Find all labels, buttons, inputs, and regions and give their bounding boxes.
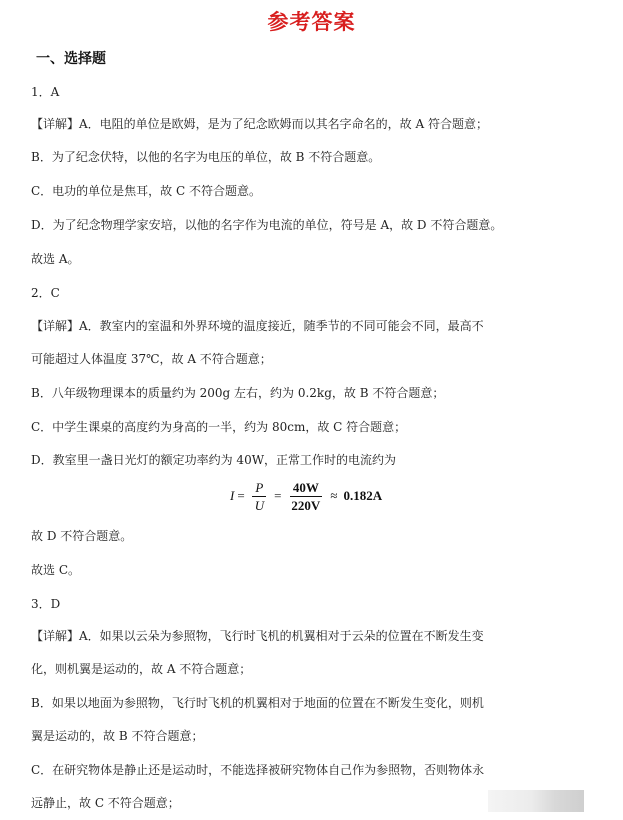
formula-den-220v: 220V bbox=[291, 497, 321, 513]
watermark-blur bbox=[488, 790, 584, 812]
q2-explanation-b: B．八年级物理课本的质量约为 200g 左右，约为 0.2kg，故 B 不符合题意； bbox=[31, 386, 445, 400]
formula-num-p: P bbox=[252, 479, 266, 497]
q2-conclusion: 故选 C。 bbox=[31, 563, 80, 577]
question-3-answer: 3．D bbox=[31, 597, 61, 611]
formula-fraction-symbols bbox=[252, 479, 267, 514]
q1-explanation-c: C．电功的单位是焦耳，故 C 不符合题意。 bbox=[31, 184, 261, 198]
q2-explanation-a: 【详解】A．教室内的室温和外界环境的温度接近，随季节的不同可能会不同，最高不 bbox=[31, 319, 484, 333]
formula-lhs: I bbox=[230, 488, 235, 503]
q3-explanation-c: C．在研究物体是静止还是运动时，不能选择被研究物体自己作为参照物，否则物体永 bbox=[31, 763, 485, 777]
current-formula bbox=[230, 474, 382, 518]
q3-explanation-a-cont: 化，则机翼是运动的，故 A 不符合题意； bbox=[31, 662, 252, 676]
q2-explanation-d: D．教室里一盏日光灯的额定功率约为 40W，正常工作时的电流约为 bbox=[31, 453, 397, 467]
q2-explanation-c: C．中学生课桌的高度约为身高的一半，约为 80cm，故 C 符合题意； bbox=[31, 420, 407, 434]
formula-den-u: U bbox=[254, 497, 265, 513]
q3-explanation-b: B．如果以地面为参照物，飞行时飞机的机翼相对于地面的位置在不断发生变化，则机 bbox=[31, 696, 484, 710]
q1-explanation-a: 【详解】A．电阻的单位是欧姆，是为了纪念欧姆而以其名字命名的，故 A 符合题意； bbox=[31, 117, 488, 131]
formula-result: 0.182A bbox=[343, 488, 383, 503]
q1-explanation-d: D．为了纪念物理学家安培，以他的名字作为电流的单位，符号是 A，故 D 不符合题意。 bbox=[31, 218, 503, 232]
q3-explanation-a: 【详解】A．如果以云朵为参照物，飞行时飞机的机翼相对于云朵的位置在不断发生变 bbox=[31, 629, 484, 643]
q2-explanation-a-cont: 可能超过人体温度 37℃，故 A 不符合题意； bbox=[31, 352, 272, 366]
q1-conclusion: 故选 A。 bbox=[31, 252, 80, 266]
question-2-answer: 2．C bbox=[31, 286, 60, 300]
q1-explanation-b: B．为了纪念伏特，以他的名字为电压的单位，故 B 不符合题意。 bbox=[31, 150, 381, 164]
question-1-answer: 1．A bbox=[31, 85, 60, 99]
formula-num-40w: 40W bbox=[290, 479, 322, 497]
q3-explanation-c-cont: 远静止，故 C 不符合题意； bbox=[31, 796, 180, 810]
formula-approx: ≈ bbox=[330, 488, 338, 503]
formula-eq2: = bbox=[274, 488, 282, 503]
q3-explanation-b-cont: 翼是运动的，故 B 不符合题意； bbox=[31, 729, 204, 743]
formula-eq: = bbox=[237, 488, 245, 503]
section-heading: 一、选择题 bbox=[36, 51, 106, 67]
page-title: 参考答案 bbox=[267, 10, 356, 34]
q2-d-conclusion: 故 D 不符合题意。 bbox=[31, 529, 133, 543]
formula-fraction-values bbox=[288, 479, 323, 514]
